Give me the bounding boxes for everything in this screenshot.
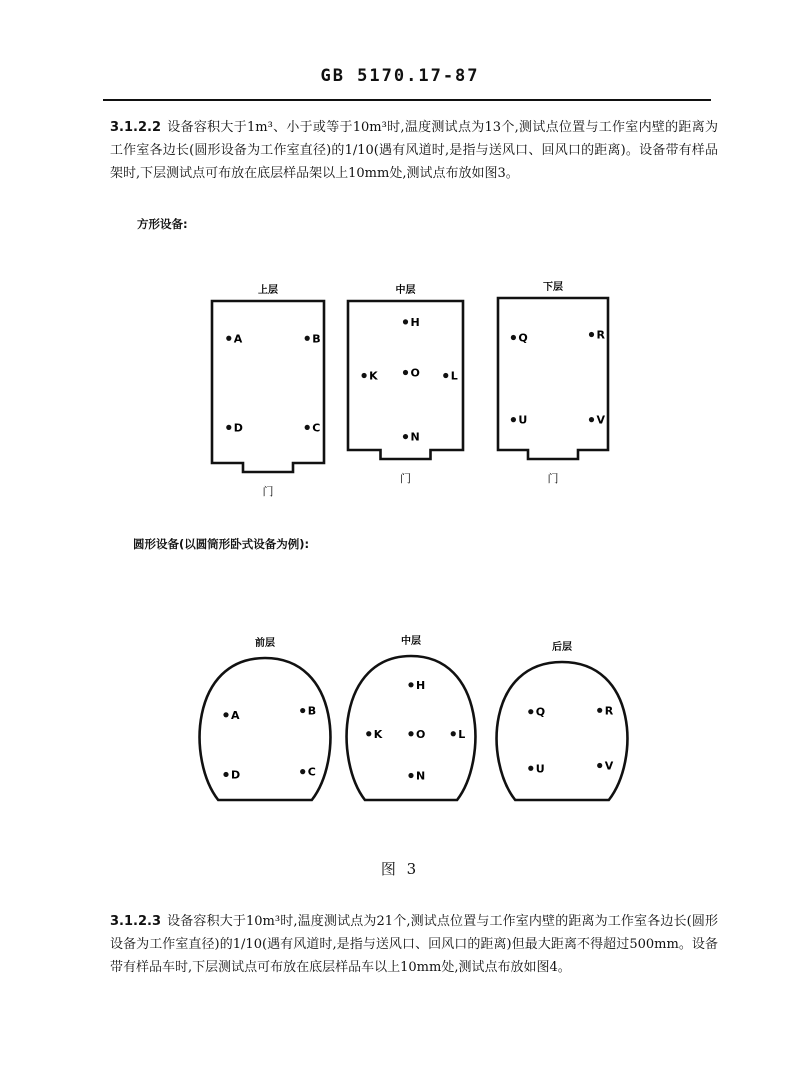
- test-point-label: D: [231, 768, 241, 782]
- test-point-o: [408, 731, 413, 736]
- test-point-a: [223, 712, 228, 717]
- section-number: 3.1.2.3: [110, 914, 161, 929]
- test-point-k: [362, 373, 367, 378]
- test-point-r: [597, 708, 602, 713]
- door-label: 门: [262, 485, 274, 498]
- test-point-l: [451, 731, 456, 736]
- round-layer-2: [347, 634, 476, 800]
- round-layer-1: [200, 636, 331, 800]
- test-point-v: [589, 417, 594, 422]
- layer-name: 前层: [255, 638, 275, 649]
- section-3-1-2-3: [110, 910, 718, 979]
- test-point-u: [528, 766, 533, 771]
- chamber-outline: [347, 656, 476, 800]
- layer-name: 上层: [258, 285, 278, 296]
- test-point-label: O: [416, 727, 426, 741]
- test-point-h: [408, 682, 413, 687]
- test-point-b: [305, 336, 310, 341]
- test-point-label: V: [596, 413, 606, 427]
- square-layer-1: [212, 283, 324, 498]
- test-point-k: [366, 731, 371, 736]
- test-point-l: [443, 373, 448, 378]
- header-rule: [103, 99, 711, 101]
- test-point-label: C: [312, 421, 321, 435]
- chamber-outline: [200, 658, 331, 800]
- test-point-q: [511, 335, 516, 340]
- test-point-label: H: [416, 678, 426, 692]
- test-point-c: [305, 425, 310, 430]
- test-point-label: U: [535, 762, 545, 776]
- square-equipment-label: 方形设备:: [137, 217, 188, 231]
- square-layer-3: [498, 280, 608, 485]
- test-point-label: A: [233, 332, 243, 346]
- test-point-n: [408, 773, 413, 778]
- test-point-q: [528, 709, 533, 714]
- layer-name: 后层: [552, 642, 572, 653]
- door-label: 门: [547, 472, 559, 485]
- test-point-label: K: [373, 727, 383, 741]
- layer-name: 中层: [395, 285, 416, 296]
- page-header-title: GB 5170.17-87: [320, 66, 480, 86]
- test-point-label: U: [518, 413, 528, 427]
- test-point-r: [589, 332, 594, 337]
- layer-name: 下层: [543, 282, 563, 293]
- round-equipment-label: 圆形设备(以圆筒形卧式设备为例):: [133, 537, 310, 551]
- test-point-d: [226, 425, 231, 430]
- test-point-label: R: [604, 704, 614, 718]
- square-layer-2: [348, 283, 463, 485]
- test-point-label: D: [233, 421, 243, 435]
- chamber-outline: [497, 662, 628, 800]
- square-equipment-figure: [0, 270, 800, 500]
- test-point-label: Q: [535, 705, 546, 719]
- figure-caption: 图 3: [380, 860, 420, 878]
- test-point-label: K: [369, 369, 378, 383]
- section-3-1-2-2: [110, 116, 718, 185]
- test-point-n: [403, 434, 408, 439]
- test-point-h: [403, 319, 408, 324]
- round-equipment-figure: [0, 630, 800, 810]
- test-point-label: B: [307, 704, 317, 718]
- section-text: 设备容积大于1m³、小于或等于10m³时,温度测试点为13个,测试点位置与工作室内壁的距离为工作室各边长(圆形设备为工作室直径)的1/10(遇有风道时,是指与送风口、回风口的距离)。设备带有样品架时,下层测试点可布放在底层样品架以上10mm处,测试点布放如图3。: [110, 120, 718, 181]
- test-point-label: N: [410, 430, 420, 444]
- test-point-u: [511, 417, 516, 422]
- door-label: 门: [400, 472, 411, 485]
- test-point-label: V: [604, 759, 614, 773]
- test-point-d: [223, 772, 228, 777]
- section-number: 3.1.2.2: [110, 120, 161, 135]
- test-point-a: [226, 336, 231, 341]
- chamber-outline: [212, 301, 324, 472]
- test-point-label: A: [231, 708, 240, 722]
- test-point-label: C: [307, 765, 316, 779]
- chamber-outline: [498, 298, 608, 459]
- test-point-c: [300, 769, 305, 774]
- test-point-label: H: [410, 315, 420, 329]
- test-point-b: [300, 708, 305, 713]
- test-point-label: Q: [518, 331, 528, 345]
- layer-name: 中层: [401, 636, 421, 647]
- test-point-label: N: [416, 769, 426, 783]
- test-point-o: [403, 370, 408, 375]
- test-point-label: B: [312, 332, 321, 346]
- test-point-v: [597, 763, 602, 768]
- round-layer-3: [497, 640, 628, 800]
- test-point-label: O: [410, 366, 420, 380]
- test-point-label: L: [458, 727, 466, 741]
- test-point-label: R: [596, 328, 605, 342]
- section-text: 设备容积大于10m³时,温度测试点为21个,测试点位置与工作室内壁的距离为工作室各边长(圆形设备为工作室直径)的1/10(遇有风道时,是指与送风口、回风口的距离)但最大距离不得超过500mm。设备带有样品车时,下层测试点可布放在底层样品车以上10mm处,测试点布放如图4。: [110, 914, 718, 975]
- test-point-label: L: [450, 369, 458, 383]
